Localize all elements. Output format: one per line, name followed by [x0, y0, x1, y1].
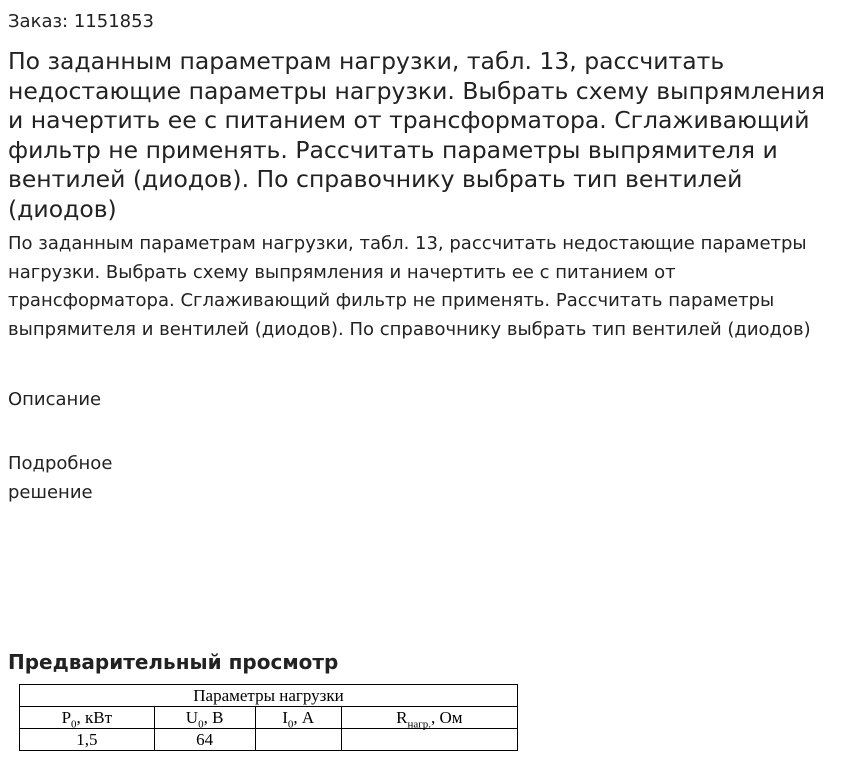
load-parameters-table [19, 684, 518, 751]
table-cell: 1,5 [20, 729, 155, 751]
table-cell: 64 [154, 729, 255, 751]
table-row [20, 729, 518, 751]
table-cell [255, 729, 341, 751]
solution-label: Подробное решение [8, 453, 113, 503]
order-label: Заказ: [8, 11, 69, 32]
order-number: 1151853 [73, 11, 155, 32]
table-caption-row [20, 685, 518, 707]
table-header-cell: $I_0$, А [255, 707, 341, 729]
table-caption: Параметры нагрузки [20, 685, 518, 707]
table-header-cell: $P_0$, кВт [20, 707, 155, 729]
description-label: Описание [8, 389, 102, 410]
table-header-row [20, 707, 518, 729]
task-body: По заданным параметрам нагрузки, табл. 13, рассчитать недостающие параметры нагрузки. Выбрать схему выпрямления и начертить ее с питанием от трансформатора. Сглаживающий фильтр не применять. Рассчитать параметры выпрямителя и вентилей (диодов). По справочнику выбрать тип вентилей (диодов) [8, 233, 811, 340]
order-line [8, 10, 154, 34]
table-cell [341, 729, 517, 751]
table-header-cell: $R_{нагр.}$, Ом [341, 707, 517, 729]
table-header-cell: $U_0$, В [154, 707, 255, 729]
preview-heading: Предварительный просмотр [8, 650, 339, 674]
task-title: По заданным параметрам нагрузки, табл. 13, рассчитать недостающие параметры нагрузки. Выбрать схему выпрямления и начертить ее с питанием от трансформатора. Сглаживающий фильтр не применять. Рассчитать параметры выпрямителя и вентилей (диодов). По справочнику выбрать тип вентилей (диодов) [8, 47, 826, 223]
